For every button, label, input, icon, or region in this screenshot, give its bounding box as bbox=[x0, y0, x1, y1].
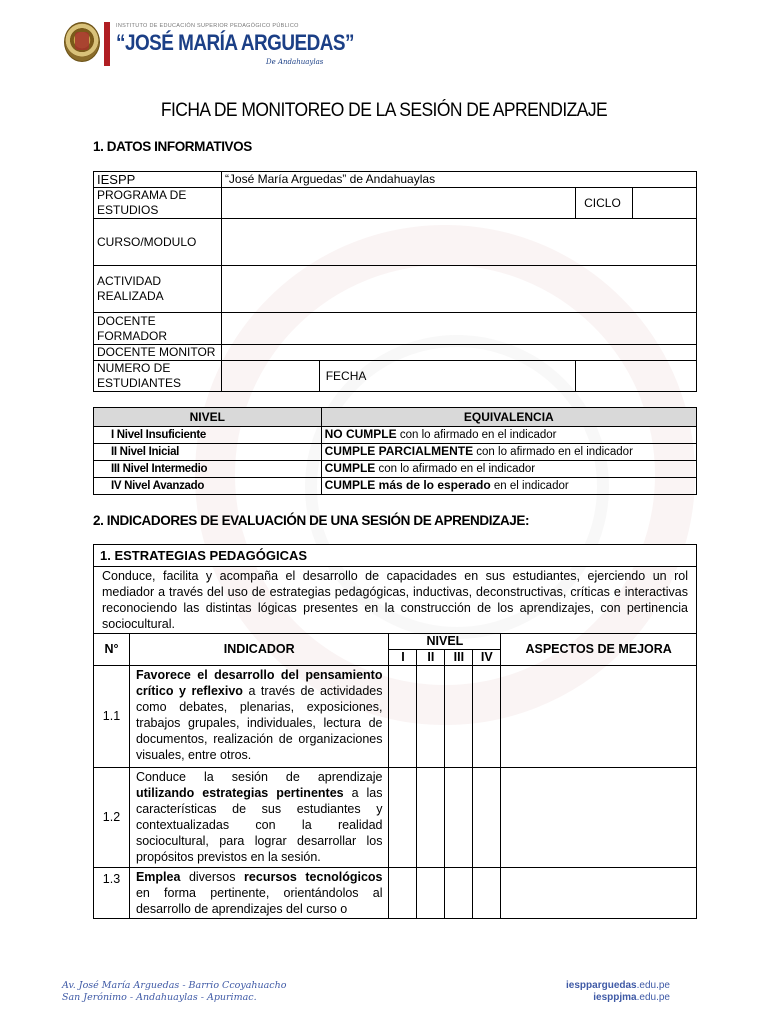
levels-table bbox=[93, 407, 697, 495]
mejora-cell[interactable] bbox=[501, 768, 697, 868]
level-name: II Nivel Inicial bbox=[94, 444, 322, 461]
section-heading-indicadores: 2. INDICADORES DE EVALUACIÓN DE UNA SESIÓN DE APRENDIZAJE: bbox=[93, 513, 530, 528]
level-row bbox=[94, 478, 697, 495]
levels-col-nivel: NIVEL bbox=[94, 408, 322, 427]
fecha-label: FECHA bbox=[319, 361, 575, 392]
indicator-number: 1.2 bbox=[94, 768, 130, 868]
score-cell-i[interactable] bbox=[389, 666, 417, 768]
website-link-1[interactable]: iespparguedas.edu.pe bbox=[566, 980, 670, 991]
institution-subtitle: INSTITUTO DE EDUCACIÓN SUPERIOR PEDAGÓGICO PÚBLICO bbox=[116, 23, 299, 29]
iespp-value: “José María Arguedas” de Andahuaylas bbox=[221, 172, 696, 188]
indicator-number: 1.1 bbox=[94, 666, 130, 768]
curso-field[interactable] bbox=[221, 219, 696, 266]
score-cell-iii[interactable] bbox=[445, 868, 473, 919]
indicator-text: Emplea diversos recursos tecnológicos en forma pertinente, orientándolos al desarrollo de aprendizajes del curso o bbox=[129, 868, 389, 919]
level-col-i: I bbox=[389, 650, 417, 666]
header-divider bbox=[104, 22, 110, 66]
numero-estudiantes-label: NUMERO DE ESTUDIANTES bbox=[94, 361, 222, 392]
docente-formador-field[interactable] bbox=[221, 313, 696, 345]
info-table bbox=[93, 171, 697, 392]
score-cell-iv[interactable] bbox=[473, 666, 501, 768]
level-col-ii: II bbox=[417, 650, 445, 666]
col-aspectos-mejora: ASPECTOS DE MEJORA bbox=[501, 634, 697, 666]
score-cell-i[interactable] bbox=[389, 868, 417, 919]
indicators-category: 1. ESTRATEGIAS PEDAGÓGICAS bbox=[94, 545, 697, 567]
curso-label: CURSO/MODULO bbox=[94, 219, 222, 266]
level-equivalence: CUMPLE con lo afirmado en el indicador bbox=[321, 461, 696, 478]
institution-city: De Andahuaylas bbox=[266, 58, 324, 66]
programa-field[interactable] bbox=[221, 188, 575, 219]
footer-address bbox=[62, 980, 286, 1004]
institution-name: “JOSÉ MARÍA ARGUEDAS” bbox=[116, 30, 354, 55]
level-row bbox=[94, 461, 697, 478]
level-name: I Nivel Insuficiente bbox=[94, 427, 322, 444]
level-equivalence: CUMPLE más de lo esperado en el indicador bbox=[321, 478, 696, 495]
level-row bbox=[94, 427, 697, 444]
level-col-iii: III bbox=[445, 650, 473, 666]
levels-col-equivalencia: EQUIVALENCIA bbox=[321, 408, 696, 427]
indicator-number: 1.3 bbox=[94, 868, 130, 919]
score-cell-iii[interactable] bbox=[445, 768, 473, 868]
fecha-field[interactable] bbox=[576, 361, 697, 392]
institution-seal-icon bbox=[64, 22, 100, 62]
level-equivalence: NO CUMPLE con lo afirmado en el indicador bbox=[321, 427, 696, 444]
col-indicador: INDICADOR bbox=[129, 634, 389, 666]
address-line-1: Av. José María Arguedas - Barrio Ccoyahuacho bbox=[62, 980, 287, 991]
website-link-2[interactable]: iesppjma.edu.pe bbox=[593, 992, 670, 1003]
actividad-label: ACTIVIDAD REALIZADA bbox=[94, 266, 222, 313]
indicator-row bbox=[94, 868, 697, 919]
score-cell-ii[interactable] bbox=[417, 666, 445, 768]
ciclo-label: CICLO bbox=[576, 188, 633, 219]
iespp-label: IESPP bbox=[94, 172, 222, 188]
score-cell-ii[interactable] bbox=[417, 868, 445, 919]
institution-header bbox=[60, 18, 380, 74]
section-heading-datos: 1. DATOS INFORMATIVOS bbox=[93, 139, 252, 154]
indicator-row bbox=[94, 666, 697, 768]
score-cell-iii[interactable] bbox=[445, 666, 473, 768]
indicators-description: Conduce, facilita y acompaña el desarrollo de capacidades en sus estudiantes, ejerciendo un rol mediador a través del uso de estrategias pedagógicas, inductivas, deconstructivas, críticas e interactivas reconociendo las distintas lógicas presentes en la construcción de los aprendizajes, con pertinencia sociocultural. bbox=[94, 567, 697, 634]
page-title: FICHA DE MONITOREO DE LA SESIÓN DE APRENDIZAJE bbox=[160, 100, 608, 121]
docente-monitor-label: DOCENTE MONITOR bbox=[94, 345, 222, 361]
col-number: N° bbox=[94, 634, 130, 666]
indicator-text: Favorece el desarrollo del pensamiento crítico y reflexivo a través de actividades como debates, plenarias, exposiciones, trabajos grupales, individuales, lectura de documentos, realización de organizaciones visuales, entre otros. bbox=[129, 666, 389, 768]
score-cell-iv[interactable] bbox=[473, 868, 501, 919]
level-name: III Nivel Intermedio bbox=[94, 461, 322, 478]
score-cell-iv[interactable] bbox=[473, 768, 501, 868]
indicators-table bbox=[93, 544, 697, 919]
level-name: IV Nivel Avanzado bbox=[94, 478, 322, 495]
level-col-iv: IV bbox=[473, 650, 501, 666]
level-row bbox=[94, 444, 697, 461]
score-cell-i[interactable] bbox=[389, 768, 417, 868]
docente-formador-label: DOCENTE FORMADOR bbox=[94, 313, 222, 345]
score-cell-ii[interactable] bbox=[417, 768, 445, 868]
indicator-row bbox=[94, 768, 697, 868]
level-equivalence: CUMPLE PARCIALMENTE con lo afirmado en el indicador bbox=[321, 444, 696, 461]
ciclo-field[interactable] bbox=[633, 188, 697, 219]
indicator-text: Conduce la sesión de aprendizaje utilizando estrategias pertinentes a las características de sus estudiantes y contextualizadas con la realidad sociocultural, para lograr desarrollar los propósitos previstos en la sesión. bbox=[129, 768, 389, 868]
programa-label: PROGRAMA DE ESTUDIOS bbox=[94, 188, 222, 219]
mejora-cell[interactable] bbox=[501, 868, 697, 919]
mejora-cell[interactable] bbox=[501, 666, 697, 768]
actividad-field[interactable] bbox=[221, 266, 696, 313]
docente-monitor-field[interactable] bbox=[221, 345, 696, 361]
address-line-2: San Jerónimo - Andahuaylas - Apurimac. bbox=[62, 992, 257, 1003]
numero-estudiantes-field[interactable] bbox=[221, 361, 319, 392]
col-nivel: NIVEL bbox=[389, 634, 501, 650]
footer-websites bbox=[566, 980, 670, 1004]
